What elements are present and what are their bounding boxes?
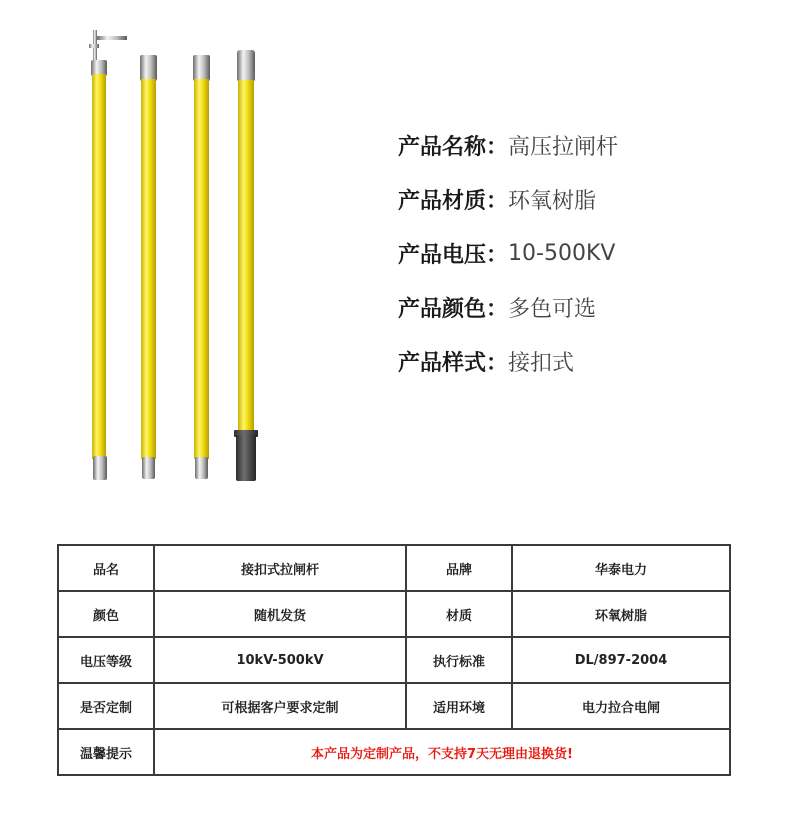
spec-row-voltage <box>398 226 778 280</box>
table-cell: DL/897-2004 <box>512 637 730 683</box>
notice-label: 温馨提示 <box>58 729 154 775</box>
spec-row-color <box>398 280 778 334</box>
product-image <box>60 20 290 495</box>
pole-section-1 <box>89 30 127 480</box>
product-parameter-table <box>57 544 731 776</box>
spec-label: 产品电压： <box>398 242 509 268</box>
pole-section-2 <box>140 55 157 479</box>
table-row <box>58 637 730 683</box>
table-cell: 可根据客户要求定制 <box>154 683 406 729</box>
table-cell: 执行标准 <box>406 637 512 683</box>
spec-value: 接扣式 <box>508 350 575 376</box>
table-cell: 电压等级 <box>58 637 154 683</box>
table-row <box>58 591 730 637</box>
spec-row-name <box>398 118 778 172</box>
table-cell: 品名 <box>58 545 154 591</box>
table-cell: 随机发货 <box>154 591 406 637</box>
table-cell: 材质 <box>406 591 512 637</box>
table-row-notice <box>58 729 730 775</box>
table-row <box>58 683 730 729</box>
pole-section-4 <box>234 50 258 481</box>
table-cell: 颜色 <box>58 591 154 637</box>
spec-value: 多色可选 <box>508 296 597 322</box>
table-row <box>58 545 730 591</box>
table-cell: 电力拉合电闸 <box>512 683 730 729</box>
table-cell: 是否定制 <box>58 683 154 729</box>
spec-label: 产品颜色： <box>398 296 509 322</box>
table-cell: 适用环境 <box>406 683 512 729</box>
table-cell: 环氧树脂 <box>512 591 730 637</box>
spec-value: 高压拉闸杆 <box>508 134 619 160</box>
spec-label: 产品材质： <box>398 188 509 214</box>
spec-row-material <box>398 172 778 226</box>
spec-row-style <box>398 334 778 388</box>
spec-label: 产品名称： <box>398 134 509 160</box>
table-cell: 华泰电力 <box>512 545 730 591</box>
table-cell: 10kV-500kV <box>154 637 406 683</box>
spec-value: 10-500KV <box>508 240 616 266</box>
spec-label: 产品样式： <box>398 350 509 376</box>
notice-text: 本产品为定制产品，不支持7天无理由退换货! <box>154 729 730 775</box>
table-cell: 品牌 <box>406 545 512 591</box>
spec-value: 环氧树脂 <box>508 188 597 214</box>
pole-section-3 <box>193 55 210 479</box>
table-cell: 接扣式拉闸杆 <box>154 545 406 591</box>
spec-list <box>398 118 778 388</box>
